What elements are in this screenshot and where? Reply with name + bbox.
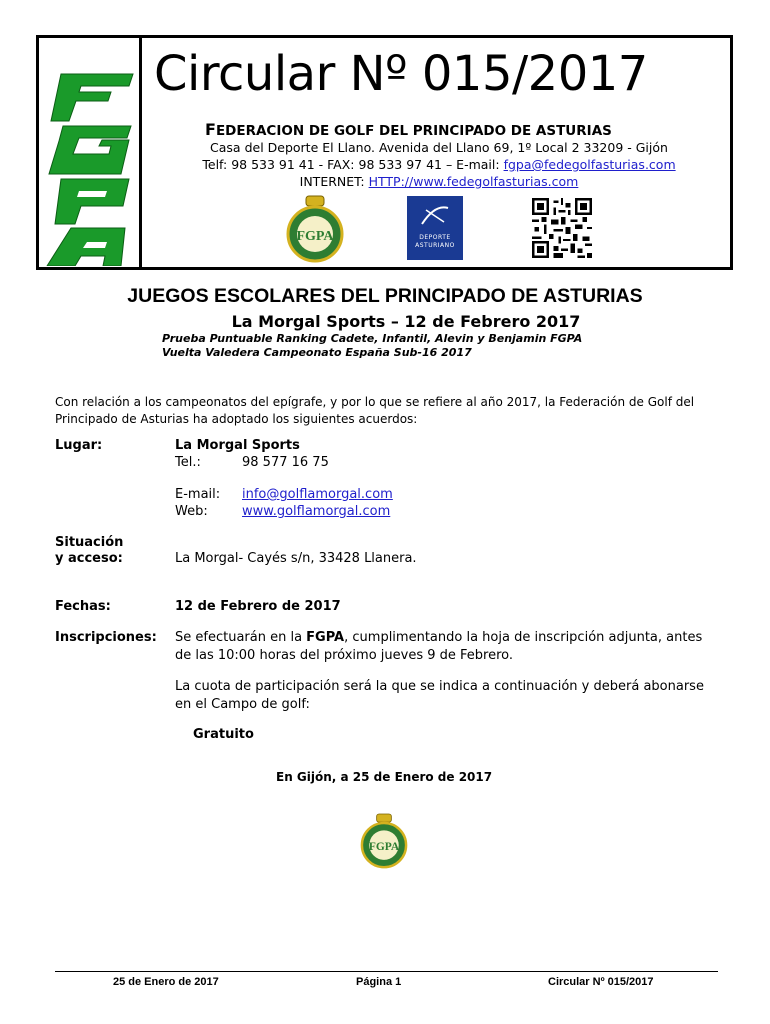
internet-prefix: INTERNET:: [299, 174, 369, 189]
venue-web-row: [175, 503, 391, 520]
championship-note: Vuelta Valedera Campeonato España Sub-16 2017: [162, 346, 472, 359]
footer-date: 25 de Enero de 2017: [113, 976, 219, 988]
footer-rule: [55, 971, 718, 972]
internet-line: [149, 174, 729, 189]
federation-email-link[interactable]: fgpa@fedegolfasturias.com: [503, 157, 676, 172]
emblem-letters: FGPA: [296, 229, 334, 244]
fgpa-logo: [41, 46, 136, 266]
venue-address: La Morgal- Cayés s/n, 33428 Llanera.: [175, 551, 417, 566]
deporte-asturiano-logo: [407, 196, 463, 260]
tel-label: Tel.:: [175, 455, 201, 470]
fgpa-emblem: [282, 194, 348, 264]
email-label: E-mail:: [175, 487, 221, 502]
event-subtitle: La Morgal Sports – 12 de Febrero 2017: [231, 312, 581, 331]
deporte-swoosh-icon: [420, 202, 450, 230]
footer-page-number: Página 1: [356, 976, 402, 988]
letterhead: [36, 35, 733, 270]
deporte-line1: DEPORTE: [419, 234, 451, 241]
intro-paragraph: Con relación a los campeonatos del epígrafe, y por lo que se refiere al año 2017, la Federación de Golf del Principado de Asturias ha adoptado los siguientes acuerdos:: [55, 395, 695, 426]
qr-code[interactable]: [532, 198, 592, 258]
inscription-paragraph: [175, 629, 715, 665]
web-label: Web:: [175, 504, 208, 519]
acceso-label: y acceso:: [55, 551, 123, 566]
federation-name-rest: EDERACION DE GOLF DEL PRINCIPADO DE ASTURIAS: [215, 123, 612, 139]
footer-circular: Circular Nº 015/2017: [548, 976, 654, 988]
deporte-line2: ASTURIANO: [415, 242, 455, 249]
footer-emblem-letters: FGPA: [368, 841, 400, 853]
inscription-text-after: , cumplimentando la hoja de inscripción adjunta, antes de las 10:00 horas del próximo jueves 9 de Febrero.: [175, 630, 703, 663]
ranking-note: Prueba Puntuable Ranking Cadete, Infantil, Alevin y Benjamin FGPA: [162, 332, 583, 345]
federation-website-link[interactable]: HTTP://www.fedegolfasturias.com: [368, 174, 579, 189]
fgpa-emblem-footer: [357, 810, 411, 872]
venue-phone-row: [175, 454, 329, 471]
address-line: Casa del Deporte El Llano. Avenida del Llano 69, 1º Local 2 33209 - Gijón: [210, 140, 668, 155]
header-divider: [139, 38, 142, 267]
lugar-label: Lugar:: [55, 438, 103, 453]
circular-title: Circular Nº 015/2017: [154, 46, 648, 102]
event-date: 12 de Febrero de 2017: [175, 599, 341, 614]
event-title: JUEGOS ESCOLARES DEL PRINCIPADO DE ASTURIAS: [127, 285, 643, 307]
venue-email-row: [175, 486, 393, 503]
venue-phone: 98 577 16 75: [242, 455, 329, 470]
inscription-fgpa: FGPA: [306, 630, 345, 645]
fee-value: Gratuito: [193, 727, 254, 742]
situacion-label: Situación: [55, 535, 124, 550]
federation-initial: F: [205, 120, 216, 139]
venue-name: La Morgal Sports: [175, 438, 300, 453]
venue-email-link[interactable]: info@golflamorgal.com: [242, 487, 393, 502]
inscripciones-label: Inscripciones:: [55, 630, 157, 645]
venue-web-link[interactable]: www.golflamorgal.com: [242, 504, 391, 519]
signature-line: En Gijón, a 25 de Enero de 2017: [276, 770, 493, 784]
contact-prefix: Telf: 98 533 91 41 - FAX: 98 533 97 41 – E-mail:: [202, 157, 504, 172]
fee-paragraph: La cuota de participación será la que se indica a continuación y deberá abonarse en el Campo de golf:: [175, 679, 704, 712]
fechas-label: Fechas:: [55, 599, 111, 614]
contact-line: [149, 157, 729, 172]
federation-name: [205, 120, 612, 139]
inscription-text-before: Se efectuarán en la: [175, 630, 307, 645]
